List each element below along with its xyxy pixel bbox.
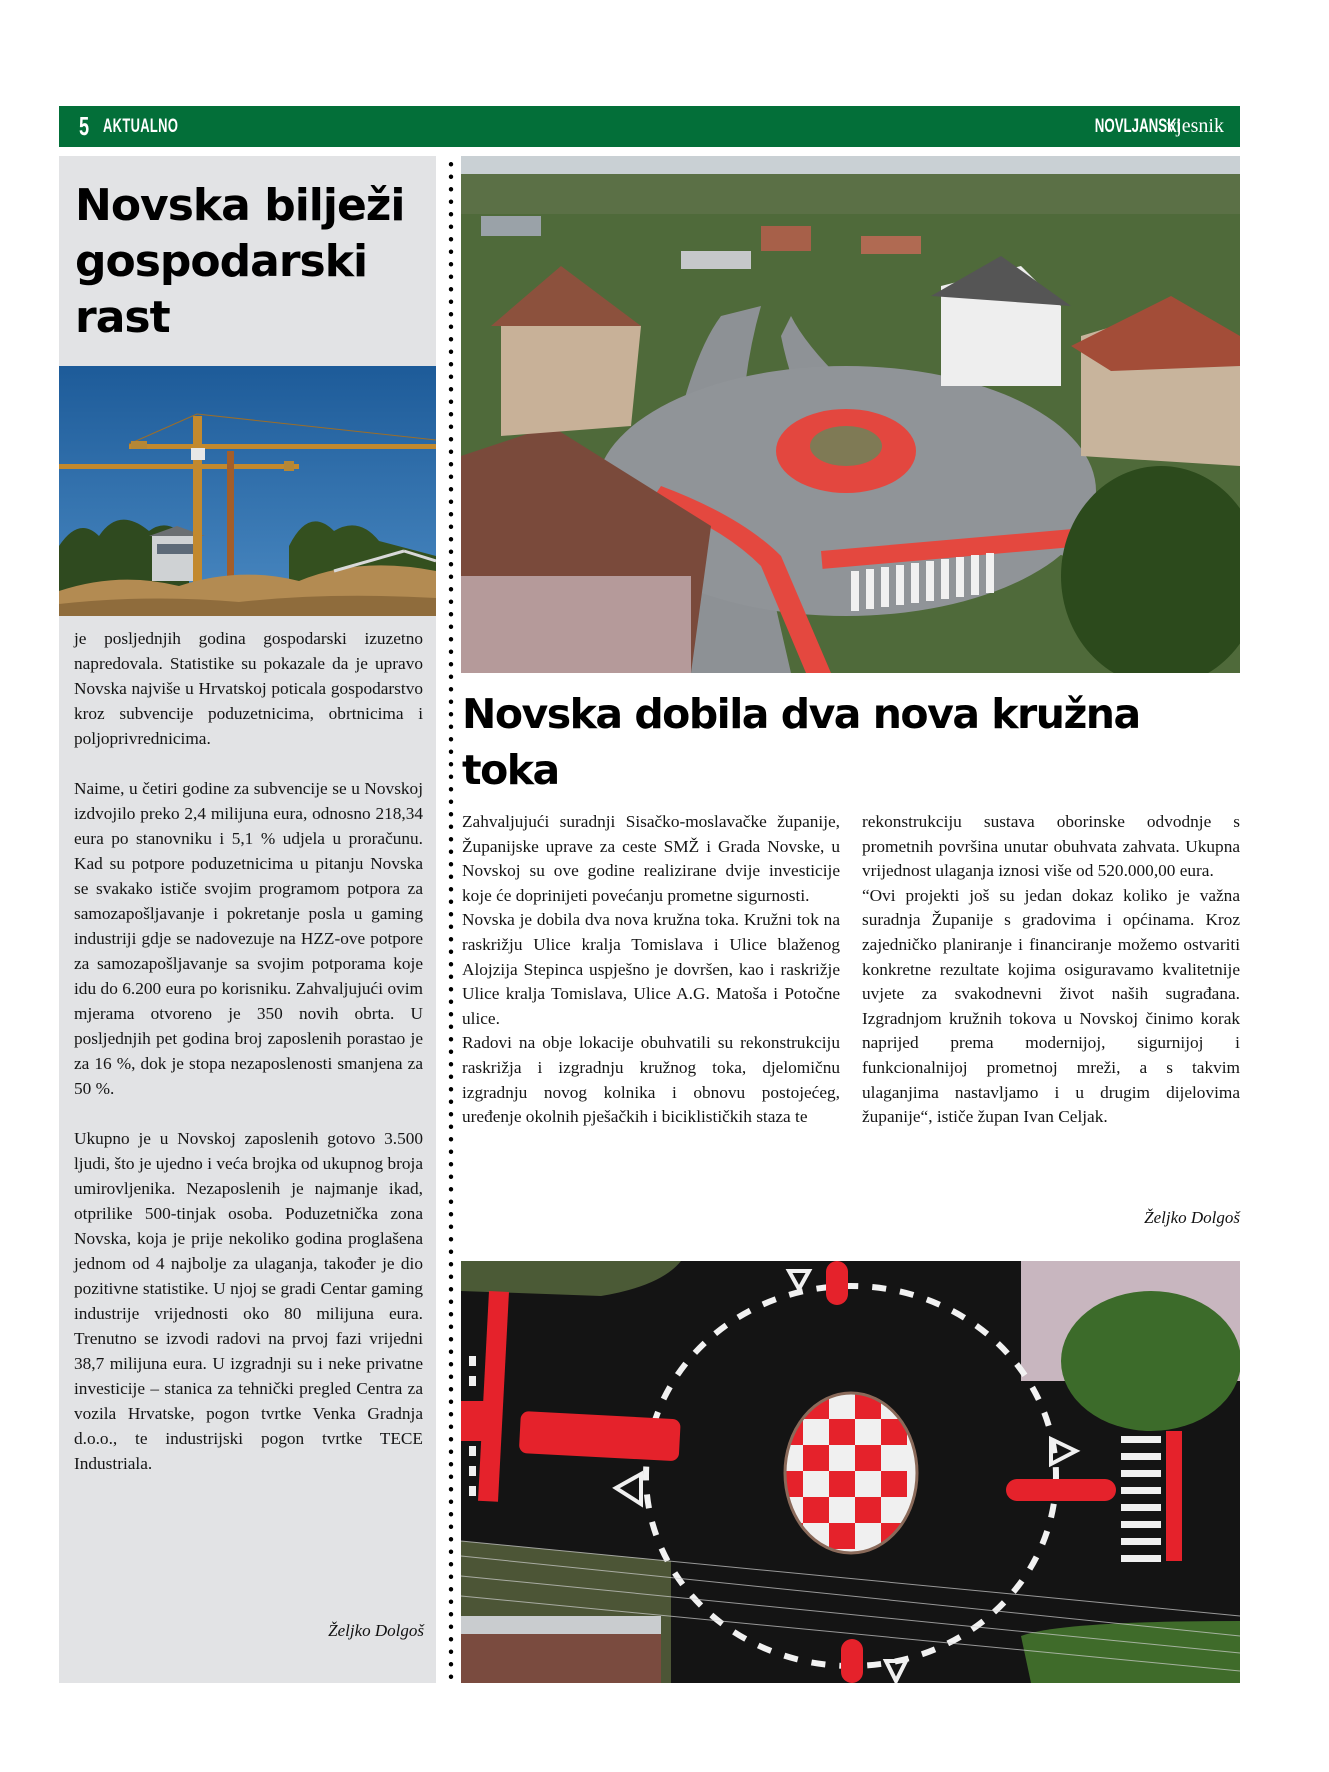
- left-article-author: Željko Dolgoš: [328, 1621, 424, 1640]
- right-article-column-2: [862, 810, 1240, 1130]
- left-article-body: [74, 626, 423, 1501]
- header-left: [79, 111, 214, 142]
- page-number: 5: [79, 111, 90, 141]
- right-col1-paragraph-1: Zahvaljujući suradnji Sisačko-moslavačke županije, Županijske uprave za ceste SMŽ i Grada Novske, u Novskoj su ove godine realizirane dvije investicije koje će doprinijeti povećanju prometne sigurnosti.: [462, 812, 840, 905]
- left-paragraph-1: je posljednjih godina gospodarski izuzetno napredovala. Statistike su pokazale da je upravo Novska najviše u Hrvatskoj poticala gospodarstvo kroz subvencije poduzetnicima, obrtnicima i poljoprivrednicima.: [74, 629, 423, 748]
- right-col1-paragraph-2: Novska je dobila dva nova kružna toka. Kružni tok na raskrižju Ulice kralja Tomislava i Ulice blaženog Alojzija Stepinca uspješno je dovršen, kao i raskrižje Ulice kralja Tomislava, Ulice A.G. Matoša i Potočne ulice.: [462, 910, 840, 1028]
- roundabout-aerial-photo: [461, 156, 1240, 673]
- checkerboard-roundabout-photo: [461, 1261, 1240, 1683]
- column-divider-dotted: [448, 158, 454, 1682]
- left-paragraph-2: Naime, u četiri godine za subvencije se u Novskoj izdvojilo preko 2,4 milijuna eura, odnosno 218,34 eura po stanovniku i 5,1 % udjela u proračunu. Kad su potpore poduzetnicima u pitanju Novska se svakako ističe svojim programom potpora za samozapošljavanje i pokretanje posla u gaming industriji gdje se nadovezuje na HZZ-ove potpore za samozapošljavanje sa svojim potporama koje idu do 6.200 eura po korisniku. Zahvaljujući ovim mjerama otvoreno je 350 novih obrta. U posljednjih pet godina broj zaposlenih porastao je za 16 %, dok je stopa nezaposlenosti smanjena za 50 %.: [74, 779, 423, 1098]
- right-article-column-1: [462, 810, 840, 1130]
- page-header-bar: [59, 106, 1240, 147]
- right-col2-paragraph-2: “Ovi projekti još su jedan dokaz koliko je važna suradnja Županije s gradovima i općinama. Kroz zajedničko planiranje i financiranje možemo ostvariti konkretne rezultate kojima osiguravamo kvalitetnije uvjete za svakodnevni život naših sugrađana. Izgradnjom kružnih tokova u Novskoj činimo korak naprijed prema modernijoj, sigurnijoj i funkcionalnijoj prometnoj mreži, a s takvim ulaganjima nastavljamo i u drugim dijelovima županije“, ističe župan Ivan Celjak.: [862, 885, 1240, 1127]
- left-article-panel: [59, 156, 436, 1683]
- right-col1-paragraph-3: Radovi na obje lokacije obuhvatili su rekonstrukciju raskrižja i izgradnju kružnog toka, djelomičnu izgradnju novog kolnika i obnovu postojećeg, uređenje okolnih pješačkih i biciklističkih staza te: [462, 1033, 840, 1127]
- right-article-author: Željko Dolgoš: [1144, 1208, 1240, 1227]
- left-article-title: Novska bilježi gospodarski rast: [75, 180, 405, 343]
- crane-photo: [59, 366, 436, 616]
- left-paragraph-3: Ukupno je u Novskoj zaposlenih gotovo 3.500 ljudi, što je ujedno i veća brojka od ukupnog broja umirovljenika. Nezaposlenih je najmanje ikad, otprilike 500-tinjak osoba. Poduzetnička zona Novska, koja je prije nekoliko godina proglašena jednom od 4 najbolje za ulaganja, također je dio pozitivne statistike. U njoj se gradi Centar gaming industrije vrijednosti oko 80 milijuna eura. Trenutno se izvodi radovi na prvoj fazi vrijedni 38,7 milijuna eura. U izgradnji su i neke privatne investicije – stanica za tehnički pregled Centra za vozila Hrvatske, pogon tvrtke Venka Gradnja d.o.o., te industrijski pogon tvrtke TECE Industriala.: [74, 1129, 423, 1473]
- crane-photo-icon: [59, 366, 436, 616]
- checkerboard-roundabout-icon: [461, 1261, 1240, 1683]
- right-article-title: Novska dobila dva nova kružna toka: [462, 690, 1140, 794]
- section-label: AKTUALNO: [103, 115, 179, 137]
- roundabout-aerial-icon: [461, 156, 1240, 673]
- publication-brand: [1058, 115, 1224, 138]
- brand-name-bold: NOVLJANSKI: [1094, 116, 1181, 137]
- brand-name-light: vjesnik: [1166, 115, 1224, 137]
- right-col2-paragraph-1: rekonstrukciju sustava oborinske odvodnje s prometnih površina unutar obuhvata zahvata. Ukupna vrijednost ulaganja iznosi više od 520.000,00 eura.: [862, 812, 1240, 881]
